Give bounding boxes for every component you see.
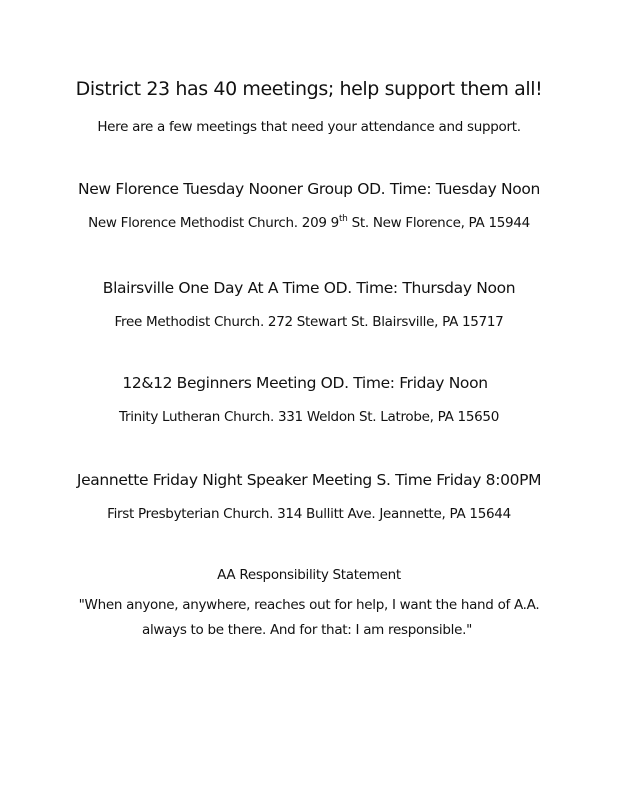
meeting-1-address-part-2: St. New Florence, PA 15944 [347, 215, 530, 231]
meeting-4-address: First Presbyterian Church. 314 Bullitt Ave. Jeannette, PA 15644 [107, 506, 511, 522]
meeting-1-address-superscript: th [338, 214, 348, 224]
responsibility-statement-line-1: "When anyone, anywhere, reaches out for help, I want the hand of A.A. [78, 597, 540, 613]
page-subtitle: Here are a few meetings that need your attendance and support. [97, 119, 521, 135]
responsibility-statement-title: AA Responsibility Statement [217, 567, 401, 583]
meeting-3-address: Trinity Lutheran Church. 331 Weldon St. Latrobe, PA 15650 [119, 409, 499, 425]
meeting-2-name: Blairsville One Day At A Time OD. Time: Thursday Noon [102, 279, 516, 297]
meeting-3-name: 12&12 Beginners Meeting OD. Time: Friday Noon [122, 374, 488, 392]
meeting-1-address-part-1: New Florence Methodist Church. 209 9 [88, 215, 339, 231]
meeting-2-address: Free Methodist Church. 272 Stewart St. Blairsville, PA 15717 [114, 314, 504, 330]
meeting-1-name: New Florence Tuesday Nooner Group OD. Time: Tuesday Noon [78, 180, 540, 198]
page-title: District 23 has 40 meetings; help support them all! [75, 78, 543, 100]
meeting-4-name: Jeannette Friday Night Speaker Meeting S. Time Friday 8:00PM [76, 471, 542, 489]
meeting-1-address [0, 214, 618, 231]
responsibility-statement-line-2: always to be there. And for that: I am responsible." [142, 622, 472, 638]
